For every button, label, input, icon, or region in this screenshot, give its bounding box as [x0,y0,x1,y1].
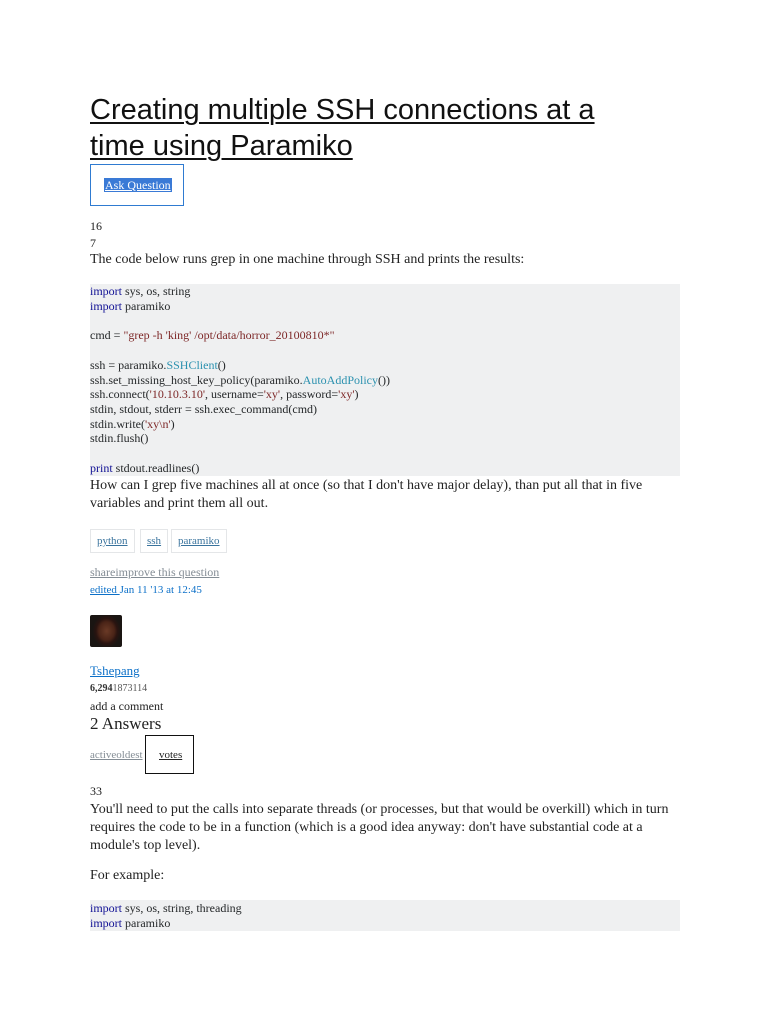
code-line: ssh = paramiko.SSHClient() [90,358,226,372]
edited-link[interactable]: edited [90,584,120,596]
answer-vote-count: 33 [90,784,102,798]
code-line: import sys, os, string [90,284,191,298]
user-name-link[interactable]: Tshepang [90,663,140,678]
ask-question-box [90,164,184,206]
sort-tab-votes[interactable]: votes [159,749,183,761]
answer-paragraph: You'll need to put the calls into separate threads (or processes, but that would be overkill) which in turn requires the code to be in a function (which is a good idea anyway: don't have substantial code at a module's top level). [90,802,669,853]
question-favorite-count: 7 [90,236,96,250]
ask-question-button[interactable]: Ask Question [105,178,171,192]
question-intro: The code below runs grep in one machine through SSH and prints the results: [90,252,525,267]
answer-code-block [90,900,680,931]
code-line: import sys, os, string, threading [90,901,242,915]
tag-python[interactable]: python [90,529,135,553]
avatar[interactable] [90,615,122,647]
sort-tab-votes-box[interactable] [145,735,194,774]
edited-time: Jan 11 '13 at 12:45 [119,584,202,596]
code-line: stdin.flush() [90,431,149,445]
code-line: ssh.set_missing_host_key_policy(paramiko.AutoAddPolicy()) [90,373,390,387]
answers-header: 2 Answers [90,714,162,733]
user-stats [90,682,147,695]
question-code-block [90,284,680,476]
edited-info [90,583,202,597]
code-line: import paramiko [90,916,171,930]
question-title[interactable]: Creating multiple SSH connections at a time using Paramiko [90,94,595,162]
code-line: cmd = "grep -h 'king' /opt/data/horror_20100810*" [90,328,335,342]
user-reputation: 6,294 [90,683,113,694]
code-line: stdin, stdout, stderr = ssh.exec_command(cmd) [90,402,318,416]
user-badges: 1873114 [112,683,148,694]
add-comment-link[interactable]: add a comment [90,699,164,713]
code-line: print stdout.readlines() [90,461,200,475]
code-line: stdin.write('xy\n') [90,417,175,431]
tag-ssh[interactable]: ssh [140,529,168,553]
share-improve-link[interactable]: shareimprove this question [90,565,220,579]
sort-tab-active-oldest[interactable]: activeoldest [90,749,143,761]
code-line: import paramiko [90,299,171,313]
answer-example-label: For example: [90,868,165,883]
question-followup: How can I grep five machines all at once (so that I don't have major delay), than put all that in five variables and print them all out. [90,478,643,511]
question-vote-count: 16 [90,219,102,233]
code-line: ssh.connect('10.10.3.10', username='xy', password='xy') [90,387,359,401]
tag-paramiko[interactable]: paramiko [171,529,227,553]
